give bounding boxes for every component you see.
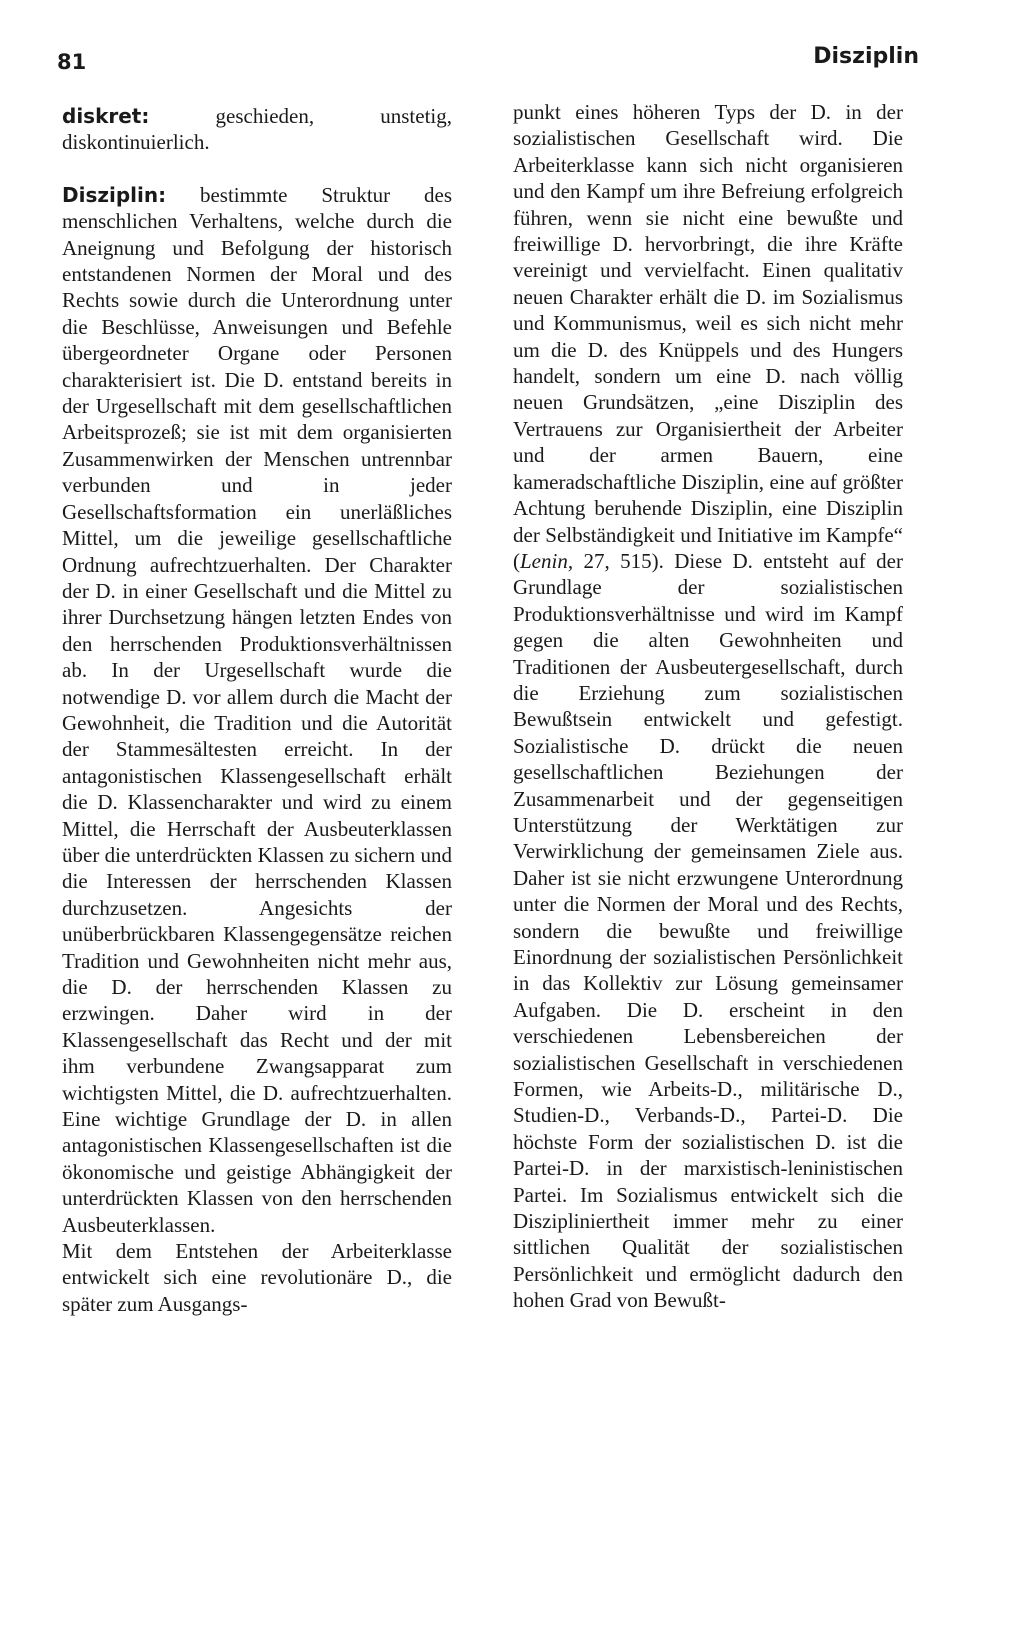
continuation-text-2: Diese D. entsteht auf der Grundlage der sozialistischen Produktionsverhältnisse und wird im Kampf gegen die alten Gewohnheiten und Traditionen der Ausbeutergesellschaft, durch die Erziehung zum sozialistischen Bewußtsein entwickelt und gefestigt. Sozialistische D. drückt die neuen gesellschaftlichen Beziehungen der Zusammenarbeit und der gegenseitigen Unterstützung der Werktätigen zur Verwirklichung der gemeinsamen Ziele aus. Daher ist sie nicht erzwungene Unterordnung unter die Normen der Moral und des Rechts, sondern die bewußte und freiwillige Einordnung der sozialistischen Persönlichkeit in das Kollektiv zur Lösung gemeinsamer Aufgaben. Die D. erscheint in den verschiedenen Lebensbereichen der sozialistischen Gesellschaft in verschiedenen Formen, wie Arbeits-D., militärische D., Studien-D., Verbands-D., Partei-D. Die höchste Form der sozialistischen D. ist die Partei-D. in der marxistisch-leninistischen Partei. Im Sozialismus entwickelt sich die Diszipliniertheit immer mehr zu einer sittlichen Qualität der sozialistischen Persönlichkeit und ermöglicht dadurch den hohen Grad von Bewußt-	[513, 548, 903, 1313]
entry-disziplin	[62, 182, 452, 1238]
citation-author: Lenin,	[520, 548, 574, 573]
entry-diskret	[62, 103, 452, 156]
definition-disziplin-paragraph-1: bestimmte Struktur des menschlichen Verhaltens, welche durch die Aneignung und Befolgung der historisch entstandenen Normen der Moral und des Rechts sowie durch die Unterordnung unter die Beschlüsse, Anweisungen und Befehle übergeordneter Organe oder Personen charakterisiert ist. Die D. entstand bereits in der Urgesellschaft mit dem gesellschaftlichen Arbeitsprozeß; sie ist mit dem organisierten Zusammenwirken der Menschen untrennbar verbunden und in jeder Gesellschaftsformation ein unerläßliches Mittel, um die jeweilige gesellschaftliche Ordnung aufrechtzuerhalten. Der Charakter der D. in einer Gesellschaft und die Mittel zu ihrer Durchsetzung hängen letzten Endes von den herrschenden Produktionsverhältnissen ab. In der Urgesellschaft wurde die notwendige D. vor allem durch die Macht der Gewohnheit, die Tradition und die Autorität der Stammesältesten erreicht. In der antagonistischen Klassengesellschaft erhält die D. Klassencharakter und wird zu einem Mittel, die Herrschaft der Ausbeuterklassen über die unterdrückten Klassen zu sichern und die Interessen der herrschenden Klassen durchzusetzen. Angesichts der unüberbrückbaren Klassengegensätze reichen Tradition und Gewohnheiten nicht mehr aus, die D. der herrschenden Klassen zu erzwingen. Daher wird in der Klassengesellschaft das Recht und der mit ihm verbundene Zwangsapparat zum wichtigsten Mittel, die D. aufrechtzuerhalten. Eine wichtige Grundlage der D. in allen antagonistischen Klassengesellschaften ist die ökonomische und geistige Abhängigkeit der unterdrückten Klassen von den herrschenden Ausbeuterklassen.	[62, 182, 452, 1237]
definition-disziplin-continuation: punkt eines höheren Typs der D. in der sozialistischen Gesellschaft wird. Die Arbeiterklasse kann sich nicht organisieren und den Kampf um ihre Befreiung erfolgreich führen, wenn sie nicht eine bewußte und freiwillige D. hervorbringt, die ihre Kräfte vereinigt und vervielfacht. Einen qualitativ neuen Charakter erhält die D. im Sozialismus und Kommunismus, weil es sich nicht mehr um die D. des Knüppels und des Hungers handelt, sondern um eine D. nach völlig neuen Grundsätzen, „eine Disziplin des Vertrauens zur Organisiertheit der Arbeiter und der armen Bauern, eine kameradschaftliche Disziplin, eine auf größter Achtung beruhende Disziplin, eine Disziplin der Selbständigkeit und Initiative im Kampfe“ (Lenin, 27, 515). Diese D. entsteht auf der Grundlage der sozialistischen Produktionsverhältnisse und wird im Kampf gegen die alten Gewohnheiten und Traditionen der Ausbeutergesellschaft, durch die Erziehung zum sozialistischen Bewußtsein entwickelt und gefestigt. Sozialistische D. drückt die neuen gesellschaftlichen Beziehungen der Zusammenarbeit und der gegenseitigen Unterstützung der Werktätigen zur Verwirklichung der gemeinsamen Ziele aus. Daher ist sie nicht erzwungene Unterordnung unter die Normen der Moral und des Rechts, sondern die bewußte und freiwillige Einordnung der sozialistischen Persönlichkeit in das Kollektiv zur Lösung gemeinsamer Aufgaben. Die D. erscheint in den verschiedenen Lebensbereichen der sozialistischen Gesellschaft in verschiedenen Formen, wie Arbeits-D., militärische D., Studien-D., Verbands-D., Partei-D. Die höchste Form der sozialistischen D. ist die Partei-D. in der marxistisch-leninistischen Partei. Im Sozialismus entwickelt sich die Diszipliniertheit immer mehr zu einer sittlichen Qualität der sozialistischen Persönlichkeit und ermöglicht dadurch den hohen Grad von Bewußt-	[513, 100, 903, 1313]
definition-diskret: geschieden, unstetig, diskontinuierlich.	[62, 104, 452, 155]
definition-disziplin-paragraph-2: Mit dem Entstehen der Arbeiterklasse entwickelt sich eine revolutionäre D., die später zum Ausgangs-	[62, 1239, 452, 1316]
continuation-text: punkt eines höheren Typs der D. in der sozialistischen Gesellschaft wird. Die Arbeiterklasse kann sich nicht organisieren und den Kampf um ihre Befreiung erfolgreich führen, wenn sie nicht eine bewußte und freiwillige D. hervorbringt, die ihre Kräfte vereinigt und vervielfacht. Einen qualitativ neuen Charakter erhält die D. im Sozialismus und Kommunismus, weil es sich nicht mehr um die D. des Knüppels und des Hungers handelt, sondern um eine D. nach völlig neuen Grundsätzen, „eine Disziplin des Vertrauens zur Organisiertheit der Arbeiter und der armen Bauern, eine kameradschaftliche Disziplin, eine auf größter Achtung beruhende Disziplin, eine Disziplin der Selbständigkeit und Initiative im Kampfe“	[513, 100, 903, 547]
left-column	[62, 103, 452, 1317]
headword-diskret: diskret:	[62, 104, 150, 128]
headword-disziplin: Disziplin:	[62, 182, 167, 207]
page-number: 81	[57, 50, 87, 74]
running-head: Disziplin	[813, 44, 919, 69]
right-column	[513, 99, 903, 1314]
citation-reference: 27, 515	[583, 548, 652, 573]
